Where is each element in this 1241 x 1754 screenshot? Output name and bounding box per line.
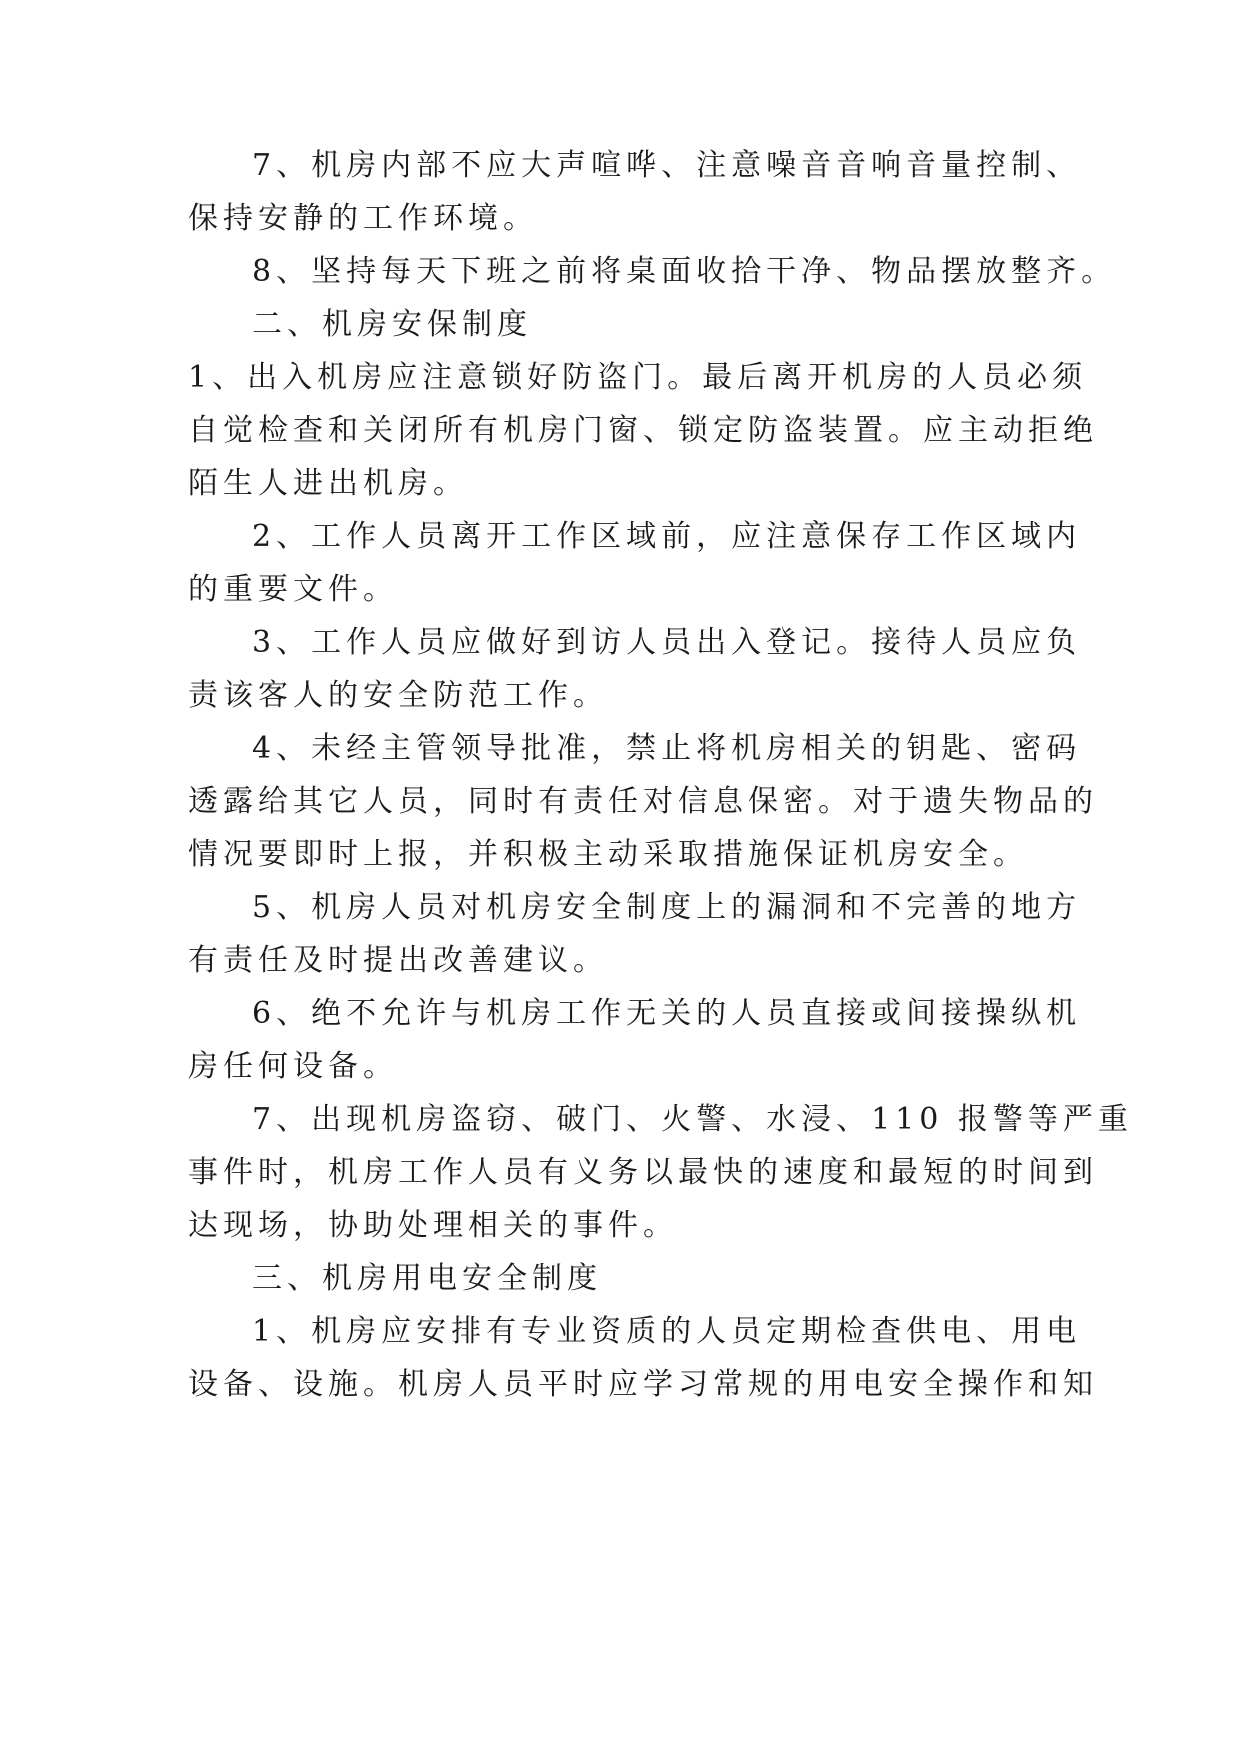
paragraph-line: 7、机房内部不应大声喧哗、注意噪音音响音量控制、 (252, 148, 1082, 183)
paragraph-line: 4、未经主管领导批准，禁止将机房相关的钥匙、密码 (252, 731, 1082, 766)
paragraph-line: 情况要即时上报，并积极主动采取措施保证机房安全。 (188, 837, 1028, 872)
paragraph-line: 3、工作人员应做好到访人员出入登记。接待人员应负 (252, 625, 1082, 660)
paragraph-line: 的重要文件。 (188, 572, 398, 607)
paragraph-line: 达现场，协助处理相关的事件。 (188, 1208, 678, 1243)
paragraph-line: 责该客人的安全防范工作。 (188, 678, 608, 713)
paragraph-line: 8、坚持每天下班之前将桌面收拾干净、物品摆放整齐。 (252, 254, 1117, 289)
paragraph-line: 陌生人进出机房。 (188, 466, 468, 501)
paragraph-line: 事件时，机房工作人员有义务以最快的速度和最短的时间到 (188, 1155, 1098, 1190)
paragraph-line: 1、出入机房应注意锁好防盗门。最后离开机房的人员必须 (188, 360, 1088, 395)
paragraph-line: 2、工作人员离开工作区域前，应注意保存工作区域内 (252, 519, 1082, 554)
section-heading: 三、机房用电安全制度 (252, 1261, 602, 1296)
paragraph-line: 5、机房人员对机房安全制度上的漏洞和不完善的地方 (252, 890, 1082, 925)
paragraph-line: 6、绝不允许与机房工作无关的人员直接或间接操纵机 (252, 996, 1082, 1031)
paragraph-line: 设备、设施。机房人员平时应学习常规的用电安全操作和知 (188, 1367, 1098, 1402)
paragraph-line: 有责任及时提出改善建议。 (188, 943, 608, 978)
paragraph-line: 保持安静的工作环境。 (188, 201, 538, 236)
section-heading: 二、机房安保制度 (252, 307, 532, 342)
paragraph-line: 自觉检查和关闭所有机房门窗、锁定防盗装置。应主动拒绝 (188, 413, 1098, 448)
paragraph-line: 1、机房应安排有专业资质的人员定期检查供电、用电 (252, 1314, 1082, 1349)
paragraph-line: 7、出现机房盗窃、破门、火警、水浸、110 报警等严重 (252, 1102, 1133, 1137)
paragraph-line: 房任何设备。 (188, 1049, 398, 1084)
paragraph-line: 透露给其它人员，同时有责任对信息保密。对于遗失物品的 (188, 784, 1098, 819)
